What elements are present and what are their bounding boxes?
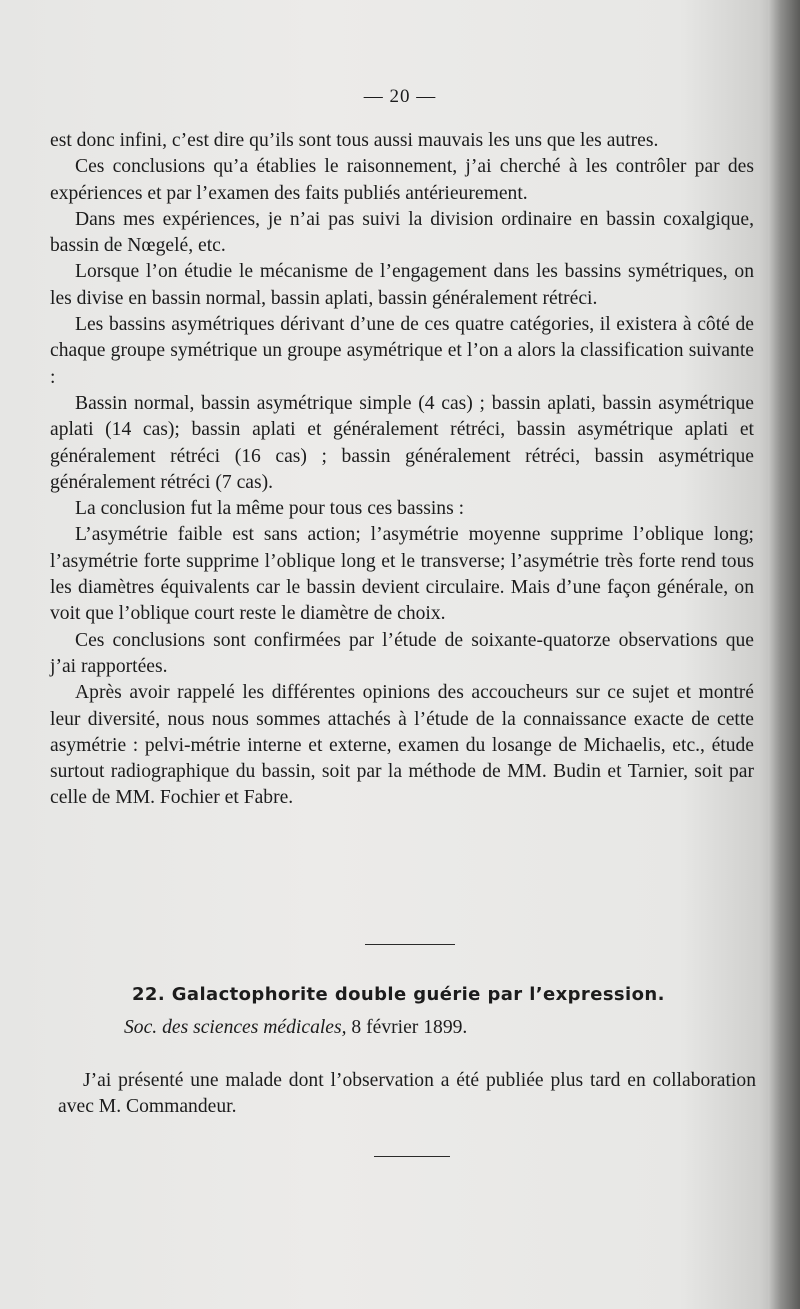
section-divider [365,944,455,945]
paragraph: Les bassins asymétriques dérivant d’une de ces quatre catégories, il existera à côté de chaque groupe symétrique un groupe asymétrique et l’on a alors la classification suivante : [50,314,754,388]
paragraph: Ces conclusions qu’a établies le raisonnement, j’ai cherché à les contrôler par des expériences et par l’examen des faits publiés antérieurement. [50,156,754,204]
paragraph: L’asymétrie faible est sans action; l’asymétrie moyenne supprime l’oblique long; l’asymétrie forte supprime l’oblique long et le transverse; l’asymétrie très forte rend tous les diamètres équivalents car le bassin devient circulaire. Mais d’une façon générale, on voit que l’oblique court reste le diamètre de choix. [50,524,754,625]
paragraph: Bassin normal, bassin asymétrique simple (4 cas) ; bassin aplati, bassin asymétrique aplati (14 cas); bassin aplati et généralement rétréci, bassin asymétrique aplati et généralement rétréci (16 cas) ; bassin généralement rétréci, bassin asymétrique généralement rétréci (7 cas). [50,392,754,493]
end-divider [374,1156,450,1157]
paragraph: J’ai présenté une malade dont l’observation a été publiée plus tard en collaboration avec M. Commandeur. [58,1070,756,1118]
section-heading: 22. Galactophorite double guérie par l’expression. [132,984,665,1005]
paragraph: La conclusion fut la même pour tous ces bassins : [75,498,465,520]
section-citation [124,1017,467,1039]
book-gutter-shadow [768,0,800,1309]
paragraph: Dans mes expériences, je n’ai pas suivi la division ordinaire en bassin coxalgique, bassin de Nœgelé, etc. [50,208,754,257]
page-number: — 20 — [363,86,437,107]
paragraph: Lorsque l’on étudie le mécanisme de l’engagement dans les bassins symétriques, on les divise en bassin normal, bassin aplati, bassin généralement rétréci. [50,261,754,309]
paragraph: Ces conclusions sont confirmées par l’étude de soixante-quatorze observations que j’ai rapportées. [50,629,754,677]
citation-society: Soc. des sciences médicales, [124,1017,347,1038]
citation-date: 8 février 1899. [346,1017,468,1038]
paragraph: est donc infini, c’est dire qu’ils sont tous aussi mauvais les uns que les autres. [50,130,659,151]
section-note [58,1068,756,1121]
body-text [50,128,754,812]
paragraph: Après avoir rappelé les différentes opinions des accoucheurs sur ce sujet et montré leur diversité, nous nous sommes attachés à l’étude de la connaissance exacte de cette asymétrie : pelvi-métrie interne et externe, examen du losange de Michaelis, etc., étude surtout radiographique du bassin, soit par la méthode de MM. Budin et Tarnier, soit par celle de MM. Fochier et Fabre. [50,682,754,809]
